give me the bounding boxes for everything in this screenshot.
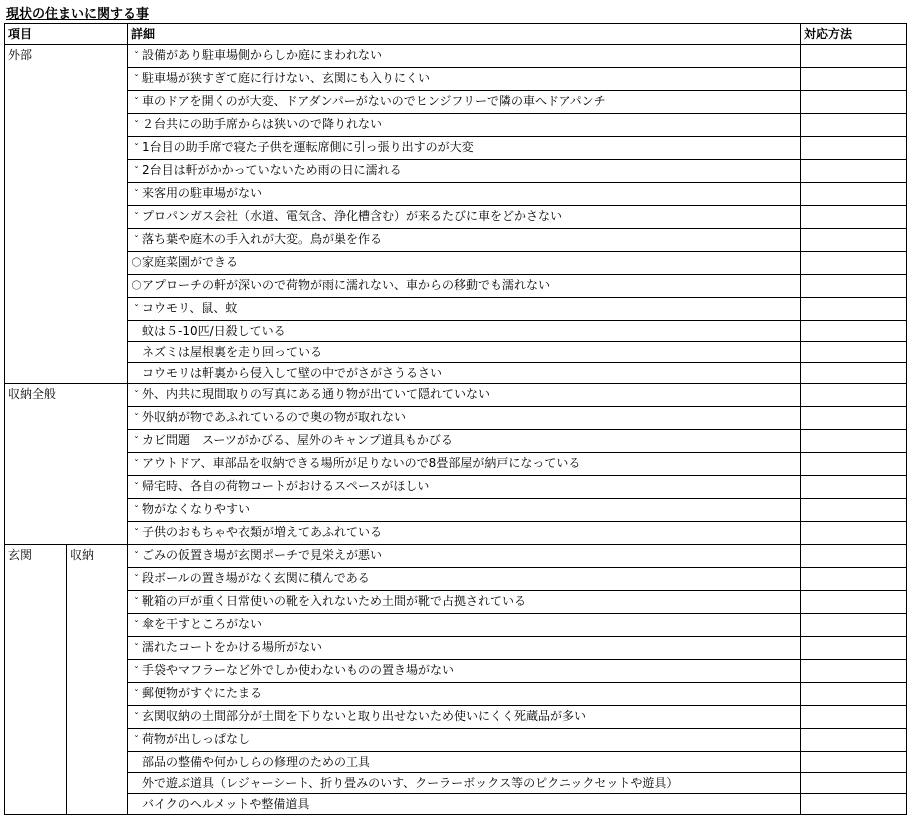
table-row <box>5 614 907 637</box>
detail-text: ２台共にの助手席からは狭いので降りれない <box>142 117 383 131</box>
response-cell[interactable] <box>801 321 907 342</box>
detail-cell <box>128 384 801 407</box>
response-cell[interactable] <box>801 545 907 568</box>
detail-text: 帰宅時、各自の荷物コートがおけるスペースがほしい <box>142 479 430 493</box>
detail-cell <box>128 298 801 321</box>
check-mark-icon: ˇ <box>134 597 139 608</box>
table-row <box>5 68 907 91</box>
response-cell[interactable] <box>801 706 907 729</box>
check-mark-icon: ˇ <box>134 97 139 108</box>
detail-cell <box>128 45 801 68</box>
detail-cell <box>128 137 801 160</box>
detail-text: 駐車場が狭すぎて庭に行けない、玄関にも入りにくい <box>142 71 431 85</box>
detail-text: 傘を干すところがない <box>142 617 263 631</box>
detail-text: 手袋やマフラーなど外でしか使わないものの置き場がない <box>142 663 455 677</box>
category-cell: 収納全般 <box>5 384 128 545</box>
check-mark-icon: ˇ <box>134 413 139 424</box>
detail-text: バイクのヘルメットや整備道具 <box>142 797 310 811</box>
page-title: 現状の住まいに関する事 <box>6 7 150 22</box>
response-cell[interactable] <box>801 206 907 229</box>
table-row <box>5 160 907 183</box>
detail-text: 来客用の駐車場がない <box>142 186 263 200</box>
response-cell[interactable] <box>801 91 907 114</box>
table-row <box>5 298 907 321</box>
table-row <box>5 752 907 773</box>
response-cell[interactable] <box>801 68 907 91</box>
detail-cell <box>128 614 801 637</box>
detail-cell <box>128 160 801 183</box>
detail-text: 車のドアを開くのが大変、ドアダンパーがないのでヒンジフリーで隣の車へドアパンチ <box>142 94 606 108</box>
header-item: 項目 <box>5 24 128 45</box>
detail-cell <box>128 568 801 591</box>
table-row <box>5 706 907 729</box>
detail-cell <box>128 342 801 363</box>
check-mark-icon: ˇ <box>134 212 139 223</box>
detail-cell <box>128 430 801 453</box>
response-cell[interactable] <box>801 407 907 430</box>
response-cell[interactable] <box>801 568 907 591</box>
table-row <box>5 773 907 794</box>
detail-text: カビ問題 スーツがかびる、屋外のキャンプ道具もかびる <box>142 433 453 447</box>
detail-text: コウモリ、鼠、蚊 <box>142 301 238 315</box>
response-cell[interactable] <box>801 499 907 522</box>
check-mark-icon: ˇ <box>134 235 139 246</box>
detail-cell <box>128 773 801 794</box>
table-row <box>5 476 907 499</box>
response-cell[interactable] <box>801 384 907 407</box>
response-cell[interactable] <box>801 252 907 275</box>
detail-text: 蚊は５-10匹/日殺している <box>142 324 286 338</box>
check-mark-icon: ˇ <box>134 436 139 447</box>
table-row <box>5 183 907 206</box>
response-cell[interactable] <box>801 752 907 773</box>
circle-mark-icon: 〇 <box>131 258 142 269</box>
response-cell[interactable] <box>801 342 907 363</box>
detail-cell <box>128 252 801 275</box>
detail-cell <box>128 683 801 706</box>
detail-cell <box>128 183 801 206</box>
detail-cell <box>128 114 801 137</box>
table-row <box>5 499 907 522</box>
check-mark-icon: ˇ <box>134 120 139 131</box>
detail-cell <box>128 453 801 476</box>
table-row <box>5 430 907 453</box>
response-cell[interactable] <box>801 660 907 683</box>
check-mark-icon: ˇ <box>134 304 139 315</box>
response-cell[interactable] <box>801 683 907 706</box>
table-row <box>5 729 907 752</box>
detail-text: ネズミは屋根裏を走り回っている <box>142 345 323 359</box>
response-cell[interactable] <box>801 45 907 68</box>
detail-text: 段ボールの置き場がなく玄関に積んである <box>142 571 370 585</box>
header-row <box>5 24 907 45</box>
detail-cell <box>128 229 801 252</box>
detail-cell <box>128 752 801 773</box>
detail-text: 靴箱の戸が重く日常使いの靴を入れないため土間が靴で占拠されている <box>142 594 527 608</box>
check-mark-icon: ˇ <box>134 505 139 516</box>
detail-cell <box>128 321 801 342</box>
detail-cell <box>128 407 801 430</box>
detail-cell <box>128 522 801 545</box>
detail-text: プロパンガス会社（水道、電気含、浄化槽含む）が来るたびに車をどかさない <box>142 209 563 223</box>
check-mark-icon: ˇ <box>134 143 139 154</box>
table-row <box>5 545 907 568</box>
detail-cell <box>128 637 801 660</box>
check-mark-icon: ˇ <box>134 551 139 562</box>
response-cell[interactable] <box>801 794 907 815</box>
detail-cell <box>128 591 801 614</box>
table-row <box>5 91 907 114</box>
check-mark-icon: ˇ <box>134 666 139 677</box>
check-mark-icon: ˇ <box>134 74 139 85</box>
check-mark-icon: ˇ <box>134 712 139 723</box>
detail-cell <box>128 729 801 752</box>
table-row <box>5 522 907 545</box>
table-row <box>5 252 907 275</box>
detail-text: コウモリは軒裏から侵入して壁の中でがさがさうるさい <box>142 366 443 380</box>
circle-mark-icon: 〇 <box>131 281 142 292</box>
table-row <box>5 275 907 298</box>
detail-text: 家庭菜園ができる <box>142 255 239 269</box>
response-cell[interactable] <box>801 229 907 252</box>
detail-text: 荷物が出しっぱなし <box>142 732 251 746</box>
detail-cell <box>128 91 801 114</box>
detail-text: 外で遊ぶ道具（レジャーシート、折り畳みのいす、クーラーボックス等のピクニックセットや遊具） <box>142 776 679 790</box>
detail-text: 濡れたコートをかける場所がない <box>142 640 323 654</box>
detail-cell <box>128 476 801 499</box>
detail-cell <box>128 706 801 729</box>
response-cell[interactable] <box>801 137 907 160</box>
issues-table <box>4 23 907 815</box>
check-mark-icon: ˇ <box>134 620 139 631</box>
table-row <box>5 568 907 591</box>
detail-cell <box>128 363 801 384</box>
table-row <box>5 591 907 614</box>
response-cell[interactable] <box>801 729 907 752</box>
detail-text: 設備があり駐車場側からしか庭にまわれない <box>142 48 383 62</box>
detail-text: 郵便物がすぐにたまる <box>142 686 263 700</box>
table-row <box>5 206 907 229</box>
check-mark-icon: ˇ <box>134 51 139 62</box>
check-mark-icon: ˇ <box>134 390 139 401</box>
subcategory-cell: 収納 <box>67 545 128 815</box>
response-cell[interactable] <box>801 476 907 499</box>
response-cell[interactable] <box>801 160 907 183</box>
check-mark-icon: ˇ <box>134 189 139 200</box>
header-detail: 詳細 <box>128 24 801 45</box>
detail-text: 外収納が物であふれているので奥の物が取れない <box>142 410 407 424</box>
response-cell[interactable] <box>801 453 907 476</box>
detail-text: 1台目の助手席で寝た子供を運転席側に引っ張り出すのが大変 <box>142 140 474 154</box>
detail-text: 物がなくなりやすい <box>142 502 251 516</box>
table-row <box>5 407 907 430</box>
check-mark-icon: ˇ <box>134 735 139 746</box>
table-row <box>5 363 907 384</box>
detail-cell <box>128 794 801 815</box>
detail-cell <box>128 275 801 298</box>
header-response: 対応方法 <box>801 24 907 45</box>
check-mark-icon: ˇ <box>134 643 139 654</box>
detail-text: 部品の整備や何かしらの修理のための工具 <box>142 755 371 769</box>
detail-text: 玄関収納の土間部分が土間を下りないと取り出せないため使いにくく死蔵品が多い <box>142 709 587 723</box>
table-row <box>5 114 907 137</box>
detail-text: ごみの仮置き場が玄関ポーチで見栄えが悪い <box>142 548 383 562</box>
response-cell[interactable] <box>801 614 907 637</box>
detail-text: 子供のおもちゃや衣類が増えてあふれている <box>142 525 383 539</box>
category-cell: 外部 <box>5 45 128 384</box>
check-mark-icon: ˇ <box>134 528 139 539</box>
table-row <box>5 637 907 660</box>
response-cell[interactable] <box>801 522 907 545</box>
check-mark-icon: ˇ <box>134 482 139 493</box>
response-cell[interactable] <box>801 275 907 298</box>
detail-cell <box>128 545 801 568</box>
detail-cell <box>128 499 801 522</box>
detail-text: 落ち葉や庭木の手入れが大変。鳥が巣を作る <box>142 232 383 246</box>
table-row <box>5 321 907 342</box>
table-row <box>5 660 907 683</box>
detail-text: アウトドア、車部品を収納できる場所が足りないので8畳部屋が納戸になっている <box>142 456 581 470</box>
table-row <box>5 384 907 407</box>
response-cell[interactable] <box>801 773 907 794</box>
detail-text: 外、内共に現間取りの写真にある通り物が出ていて隠れていない <box>142 387 491 401</box>
table-row <box>5 45 907 68</box>
table-row <box>5 342 907 363</box>
response-cell[interactable] <box>801 363 907 384</box>
table-row <box>5 453 907 476</box>
response-cell[interactable] <box>801 430 907 453</box>
check-mark-icon: ˇ <box>134 689 139 700</box>
check-mark-icon: ˇ <box>134 574 139 585</box>
detail-text: アプローチの軒が深いので荷物が雨に濡れない、車からの移動でも濡れない <box>142 278 551 292</box>
response-cell[interactable] <box>801 183 907 206</box>
table-row <box>5 683 907 706</box>
category-cell: 玄関 <box>5 545 67 815</box>
response-cell[interactable] <box>801 591 907 614</box>
check-mark-icon: ˇ <box>134 459 139 470</box>
table-row <box>5 794 907 815</box>
response-cell[interactable] <box>801 114 907 137</box>
response-cell[interactable] <box>801 637 907 660</box>
table-body <box>5 45 907 815</box>
table-row <box>5 229 907 252</box>
detail-text: 2台目は軒がかかっていないため雨の日に濡れる <box>142 163 402 177</box>
table-row <box>5 137 907 160</box>
detail-cell <box>128 206 801 229</box>
response-cell[interactable] <box>801 298 907 321</box>
detail-cell <box>128 68 801 91</box>
detail-cell <box>128 660 801 683</box>
check-mark-icon: ˇ <box>134 166 139 177</box>
